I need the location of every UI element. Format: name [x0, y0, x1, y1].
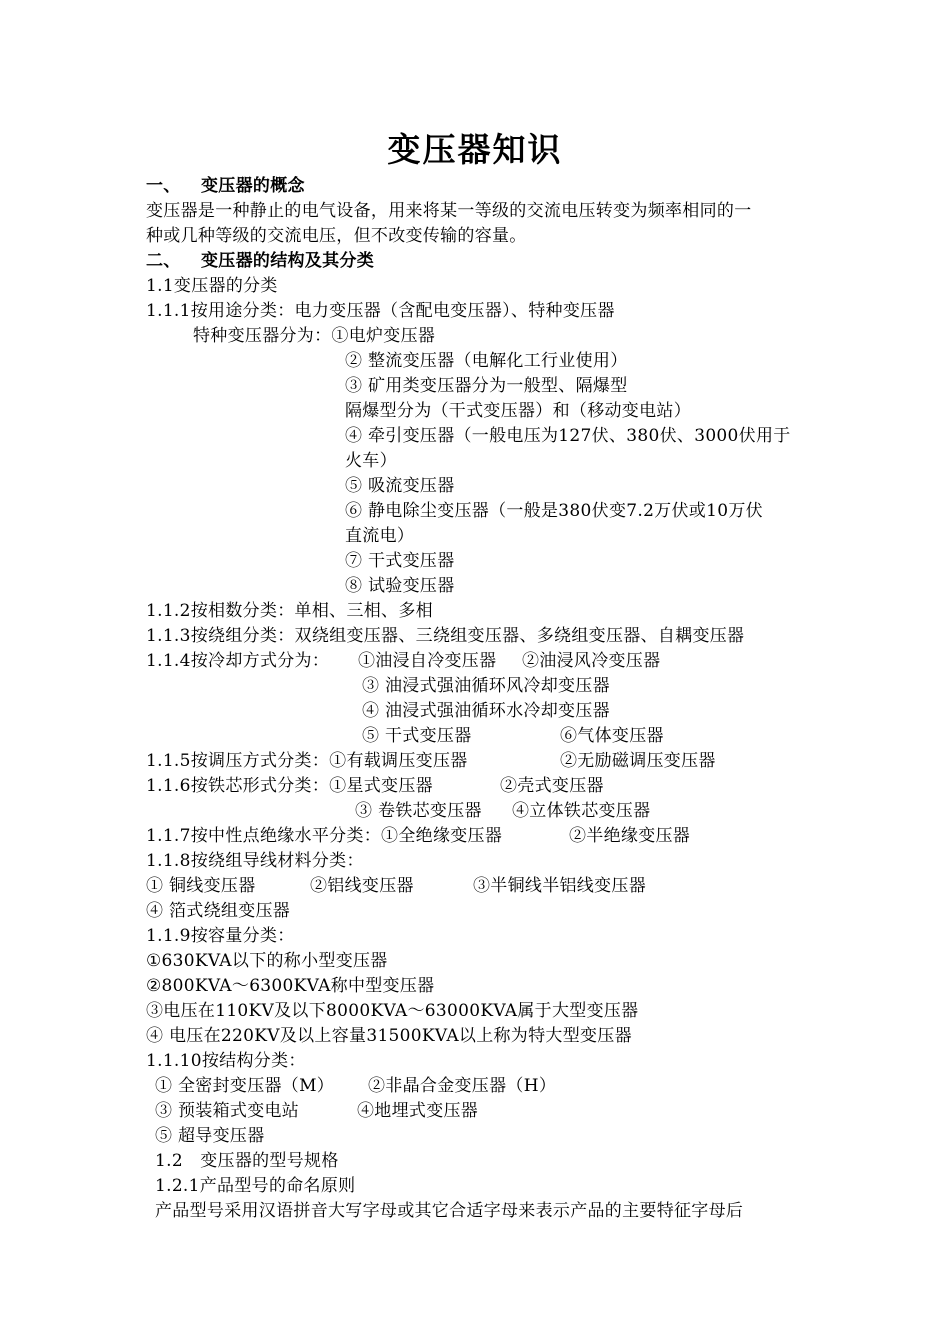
list-item: ①油浸自冷变压器	[358, 651, 497, 671]
list-item: ③ 油浸式强油循环风冷却变压器	[362, 676, 610, 696]
subsection-heading: 1.2.1产品型号的命名原则	[155, 1176, 356, 1196]
section-number-2: 二、	[146, 251, 181, 271]
list-item: ③半铜线半铝线变压器	[473, 876, 646, 896]
list-line: ⑥ 静电除尘变压器（一般是380伏变7.2万伏或10万伏	[345, 501, 763, 521]
list-line: 特种变压器分为：①电炉变压器	[193, 326, 436, 346]
list-item: ②半绝缘变压器	[569, 826, 691, 846]
list-line: 1.1.2按相数分类：单相、三相、多相	[146, 601, 433, 621]
list-item: ④ 油浸式强油循环水冷却变压器	[362, 701, 610, 721]
subsection-heading: 1.1变压器的分类	[146, 276, 278, 296]
list-line: 1.1.10按结构分类：	[146, 1051, 306, 1071]
list-line: 隔爆型分为（干式变压器）和（移动变电站）	[345, 401, 691, 421]
list-item: ⑥气体变压器	[560, 726, 664, 746]
list-line: ② 整流变压器（电解化工行业使用）	[345, 351, 628, 371]
list-line: 1.1.1按用途分类：电力变压器（含配电变压器）、特种变压器	[146, 301, 615, 321]
list-item: ②油浸风冷变压器	[522, 651, 661, 671]
list-line: 1.1.9按容量分类：	[146, 926, 295, 946]
list-line: ④ 牵引变压器（一般电压为127伏、380伏、3000伏用于	[345, 426, 791, 446]
list-line: 火车）	[345, 451, 397, 471]
subsection-heading: 1.2 变压器的型号规格	[155, 1151, 339, 1171]
paragraph-line: 种或几种等级的交流电压，但不改变传输的容量。	[146, 226, 527, 246]
list-item: ③ 卷铁芯变压器	[355, 801, 482, 821]
list-line: 1.1.7按中性点绝缘水平分类：①全绝缘变压器	[146, 826, 503, 846]
paragraph-line: 产品型号采用汉语拼音大写字母或其它合适字母来表示产品的主要特征字母后	[155, 1201, 744, 1221]
list-line: ⑤ 吸流变压器	[345, 476, 455, 496]
list-item: ⑤ 超导变压器	[155, 1126, 265, 1146]
section-number-1: 一、	[146, 176, 181, 196]
list-item: ④地埋式变压器	[357, 1101, 479, 1121]
list-item: ②壳式变压器	[500, 776, 604, 796]
list-item: ②无励磁调压变压器	[560, 751, 716, 771]
list-item: ④ 电压在220KV及以上容量31500KVA以上称为特大型变压器	[146, 1026, 632, 1046]
list-line: 1.1.5按调压方式分类：①有载调压变压器	[146, 751, 468, 771]
list-item: ⑤ 干式变压器	[362, 726, 472, 746]
list-line: 1.1.4按冷却方式分为：	[146, 651, 330, 671]
paragraph-line: 变压器是一种静止的电气设备，用来将某一等级的交流电压转变为频率相同的一	[146, 201, 752, 221]
document-title: 变压器知识	[387, 130, 563, 169]
list-line: 1.1.8按绕组导线材料分类：	[146, 851, 364, 871]
list-item: ②铝线变压器	[310, 876, 414, 896]
list-line: 1.1.6按铁芯形式分类：①星式变压器	[146, 776, 433, 796]
list-item: ③ 预装箱式变电站	[155, 1101, 300, 1121]
list-line: ⑦ 干式变压器	[345, 551, 455, 571]
section-heading-1: 变压器的概念	[201, 176, 305, 196]
list-line: 1.1.3按绕组分类：双绕组变压器、三绕组变压器、多绕组变压器、自耦变压器	[146, 626, 745, 646]
list-item: ④立体铁芯变压器	[512, 801, 651, 821]
section-heading-2: 变压器的结构及其分类	[201, 251, 374, 271]
list-item: ① 全密封变压器（M）	[155, 1076, 335, 1096]
list-line: 直流电）	[345, 526, 415, 546]
list-item: ① 铜线变压器	[146, 876, 256, 896]
list-item: ①630KVA以下的称小型变压器	[146, 951, 388, 971]
list-item: ④ 箔式绕组变压器	[146, 901, 291, 921]
list-item: ②800KVA～6300KVA称中型变压器	[146, 976, 435, 996]
list-line: ⑧ 试验变压器	[345, 576, 455, 596]
list-line: ③ 矿用类变压器分为一般型、隔爆型	[345, 376, 628, 396]
list-item: ③电压在110KV及以下8000KVA～63000KVA属于大型变压器	[146, 1001, 639, 1021]
list-item: ②非晶合金变压器（H）	[368, 1076, 557, 1096]
